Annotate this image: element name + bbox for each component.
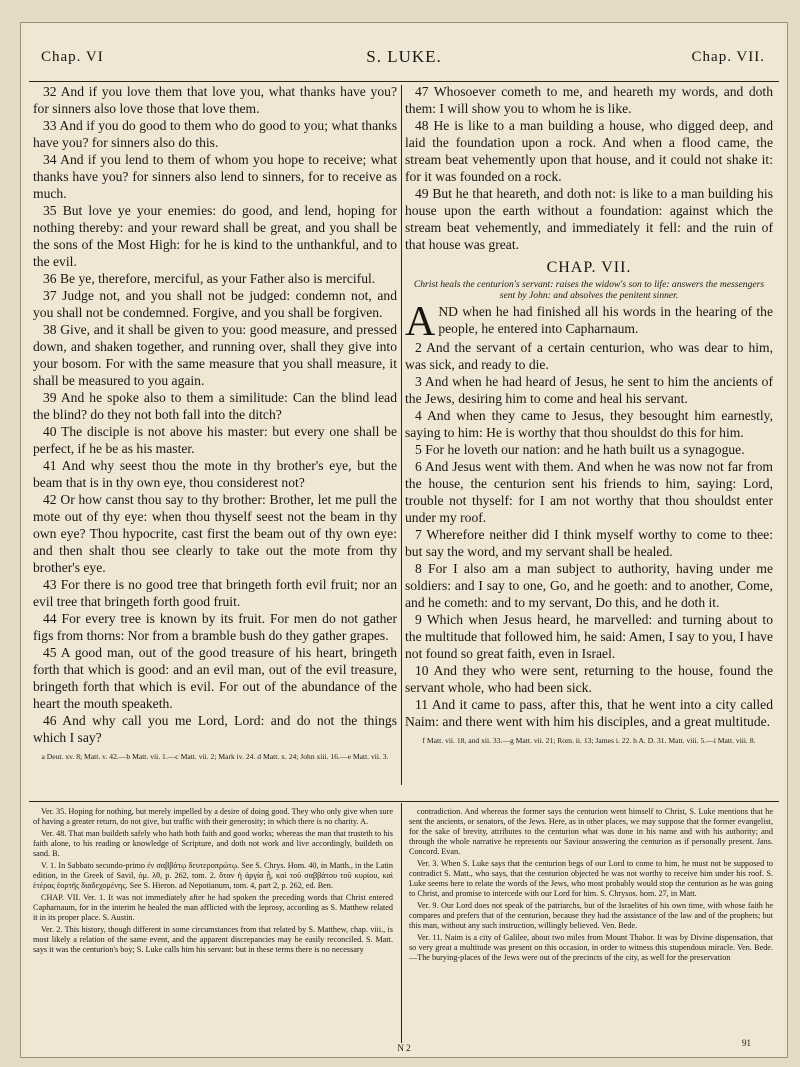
verse: 2 And the servant of a certain centurion, who was dear to him, was sick, and ready to die.	[405, 340, 773, 372]
verse-1	[405, 299, 773, 345]
header-center: S. LUKE.	[366, 47, 442, 66]
note: Ver. 48. That man buildeth safely who hath both faith and good works; whereas the man that trusteth to his faith alone, to his reading or knowledge of Scripture, and doth not work and live accordingly, buildeth on sand. B.	[33, 829, 393, 858]
chapter-heading: CHAP. VII.	[546, 259, 632, 276]
note: Ver. 11. Naim is a city of Galilee, about two miles from Mount Thabor. It was by Divine dispensation, that so very great a multitude was present on this occasion, in order to witness this stupendous miracle. Ven. Bede.—The burying-places of the Jews were out of the precincts of the city, as well for the preservation	[409, 933, 773, 962]
left-footnote: a Deut. xv. 8; Matt. v. 42.—b Matt. vii. 1.—c Matt. vii. 2; Mark iv. 24. d Matt. x. 24; John xiii. 16.—e Matt. vii. 3.	[41, 752, 389, 761]
signature-mark: N 2	[397, 1043, 411, 1053]
note: contradiction. And whereas the former says the centurion went himself to Christ, S. Luke mentions that he sent the ancients, or senators, of the Jews. Here, as in other places, we may suppose that the former evangelist, for the sake of brevity, attributes to the centurion what was done in his name and with his authority; and through the whole narrative he represents our Saviour answering the centurion as if personally present. Jans. Concord. Evan.	[409, 807, 773, 856]
verse: 34 And if you lend to them of whom you hope to receive; what thanks have you? for sinners also lend to sinners, for to receive as much.	[33, 152, 397, 201]
page	[20, 22, 788, 1058]
verse: 10 And they who were sent, returning to the house, found the servant whole, who had been sick.	[405, 663, 773, 695]
verse: 42 Or how canst thou say to thy brother: Brother, let me pull the mote out of thy eye: when thou thyself seest not the beam in thy own eye? Thou hypocrite, cast first the beam out of thy own eye: and then shalt thou see clearly to take out the mote from thy brother's eye.	[33, 492, 397, 575]
running-header	[21, 23, 787, 71]
verse: 49 But he that heareth, and doth not: is like to a man building his house upon the earth without a foundation: against which the stream beat vehemently, and immediately it fell: and the ruin of that house was great.	[405, 186, 773, 252]
note: V. 1. In Sabbato secundo-primo ἐν σαββάτῳ δευτεροπρώτῳ. See S. Chrys. Hom. 40, in Matth., in the Latin edition, in the Greek of Savil, ὁμ. λθ, p. 262, tom. 2. ὅταν ἡ ἀργία ᾖ, καὶ τοῦ σαββάτου τοῦ κυρίου, καὶ ἑτέρας ἑορτῆς διαδεχομένης. See S. Hieron. ad Nepotianum, tom. 4, part 2, p. 262, ed. Ben.	[33, 861, 393, 890]
verse: 35 But love ye your enemies: do good, and lend, hoping for nothing thereby: and your reward shall be great, and you shall be the sons of the Most High: for he is kind to the unthankful, and to the evil.	[33, 203, 397, 269]
chapter-summary: Christ heals the centurion's servant: raises the widow's son to life: answers the messengers sent by John: and absolves the penitent sinner.	[413, 279, 765, 301]
verse: 8 For I also am a man subject to authority, having under me soldiers: and I say to one, Go, and he goeth: and to another, Come, and he cometh: and to my servant, Do this, and he doth it.	[405, 561, 773, 610]
verse: 7 Wherefore neither did I think myself worthy to come to thee: but say the word, and my servant shall be healed.	[405, 527, 773, 559]
notes-rule	[29, 801, 779, 802]
header-rule	[29, 81, 779, 82]
verse: 46 And why call you me Lord, Lord: and do not the things which I say?	[33, 713, 397, 745]
right-column	[405, 83, 773, 745]
verse: 33 And if you do good to them who do good to you; what thanks have you? for sinners also do this.	[33, 118, 397, 150]
verse: 36 Be ye, therefore, merciful, as your Father also is merciful.	[43, 271, 376, 286]
verse: 41 And why seest thou the mote in thy brother's eye, but the beam that is in thy own eye, thou considerest not?	[33, 458, 397, 490]
verse: 5 For he loveth our nation: and he hath built us a synagogue.	[415, 442, 745, 457]
verse: 4 And when they came to Jesus, they besought him earnestly, saying to him: He is worthy that thou shouldst do this for him.	[405, 408, 773, 440]
verse: 32 And if you love them that love you, what thanks have you? for sinners also love those that love them.	[33, 84, 397, 116]
verse-1-text: ND when he had finished all his words in the hearing of the people, he entered into Capharnaum.	[438, 304, 773, 336]
commentary-left	[33, 807, 393, 957]
note: Ver. 35. Hoping for nothing, but merely impelled by a desire of doing good. They who only give when sure of having a greater return, do not give, but traffic with their generosity; in which there is no charity. A.	[33, 807, 393, 826]
verse: 6 And Jesus went with them. And when he was now not far from the house, the centurion sent his friends to him, saying: Lord, trouble not thyself: for I am not worthy that thou shouldst enter under my roof.	[405, 459, 773, 525]
note: Ver. 9. Our Lord does not speak of the patriarchs, but of the Israelites of his own time, with whose faith he compares and prefers that of the centurion, because they had the assistance of the law and of the prophets; but this man, without any such instruction, willingly believed. Ven. Bede.	[409, 901, 773, 930]
note: CHAP. VII. Ver. 1. It was not immediately after he had spoken the preceding words that Christ entered Capharnaum, for in the interim he healed the man afflicted with the leprosy, according as S. Matthew related it in its proper place. S. Austin.	[33, 893, 393, 922]
verse: 40 The disciple is not above his master: but every one shall be perfect, if he be as his master.	[33, 424, 397, 456]
header-left: Chap. VI	[41, 49, 104, 65]
commentary-right	[409, 807, 773, 965]
verse: 48 He is like to a man building a house, who digged deep, and laid the foundation upon a rock. And when a flood came, the stream beat vehemently upon that house, and it could not shake it: for it was founded on a rock.	[405, 118, 773, 184]
verse: 38 Give, and it shall be given to you: good measure, and pressed down, and shaken together, and running over, shall they give into your bosom. For with the same measure that you shall measure, it shall be measured to you again.	[33, 322, 397, 388]
verse: 43 For there is no good tree that bringeth forth evil fruit; nor an evil tree that bringeth forth good fruit.	[33, 577, 397, 609]
verse: 9 Which when Jesus heard, he marvelled: and turning about to the multitude that followed him, he said: Amen, I say to you, I have not found so great faith, even in Israel.	[405, 612, 773, 661]
verse: 47 Whosoever cometh to me, and heareth my words, and doth them: I will show you to whom he is like.	[405, 84, 773, 116]
note: Ver. 3. When S. Luke says that the centurion begs of our Lord to come to him, he must not be supposed to contradict S. Matt., who says, that the centurion objected he was not worthy to receive him under his roof. S. Luke seems here to relate the words of the Jews, who most probably would stop the centurion as he was going to Christ, and promise to intercede with our Lord for him. S. Chrysos. hom. 27, in Matt.	[409, 859, 773, 898]
column-divider	[401, 85, 402, 785]
right-footnote: f Matt. vii. 18, and xii. 33.—g Matt. vii. 21; Rom. ii. 13; James i. 22. h A. D. 31. Matt. viii. 5.—i Matt. viii. 8.	[422, 736, 756, 745]
note: Ver. 2. This history, though different in some circumstances from that related by S. Matthew, chap. viii., is most likely a relation of the same event, and the apparent discrepancies may be easily reconciled. S. Matt. says it was the centurion's boy; S. Luke calls him his servant: but in these terms there is no necessary	[33, 925, 393, 954]
drop-cap: A	[405, 299, 436, 345]
verse: 44 For every tree is known by its fruit. For men do not gather figs from thorns: Nor from a bramble bush do they gather grapes.	[33, 611, 397, 643]
notes-divider	[401, 803, 402, 1043]
verse: 3 And when he had heard of Jesus, he sent to him the ancients of the Jews, desiring him to come and heal his servant.	[405, 374, 773, 406]
verse: 39 And he spoke also to them a similitude: Can the blind lead the blind? do they not both fall into the ditch?	[33, 390, 397, 422]
verse: 45 A good man, out of the good treasure of his heart, bringeth forth that which is good: and an evil man, out of the evil treasure, bringeth forth that which is evil. For out of the abundance of the heart the mouth speaketh.	[33, 645, 397, 711]
header-right: Chap. VII.	[691, 49, 765, 65]
verse: 11 And it came to pass, after this, that he went into a city called Naim: and there went with him his disciples, and a great multitude.	[405, 697, 773, 729]
verse: 37 Judge not, and you shall not be judged: condemn not, and you shall not be condemned. Forgive, and you shall be forgiven.	[33, 288, 397, 320]
left-column	[33, 83, 397, 761]
page-number: 91	[742, 1038, 751, 1048]
